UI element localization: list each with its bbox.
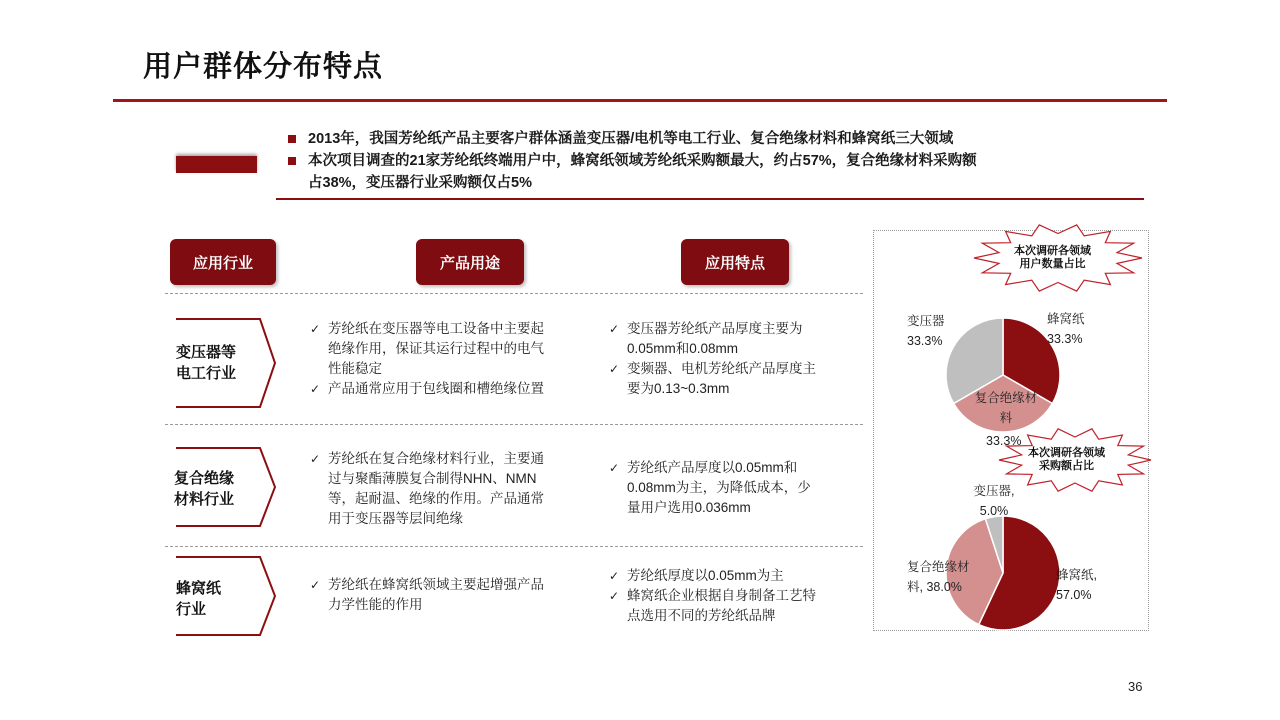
summary-text: 占38%，变压器行业采购额仅占5% xyxy=(308,175,532,191)
item-line: 变频器、电机芳纶纸产品厚度主 xyxy=(627,361,816,376)
page-number: 36 xyxy=(1128,679,1143,694)
header-industry: 应用行业 xyxy=(170,239,276,285)
item-line: 蜂窝纸企业根据自身制备工艺特 xyxy=(627,588,816,603)
label-line: 料, 38.0% xyxy=(907,580,962,594)
check-icon: ✓ xyxy=(310,382,321,396)
item-line: 芳纶纸在蜂窝纸领域主要起增强产品 xyxy=(328,577,544,592)
item-line: 量用户选用0.036mm xyxy=(627,500,751,515)
label-line: 复合绝缘材 xyxy=(907,560,970,574)
label-line: 复合绝缘材 xyxy=(974,391,1038,405)
label-line: 33.3% xyxy=(907,334,943,348)
item-line: 芳纶纸在复合绝缘材料行业，主要通 xyxy=(328,451,544,466)
summary-text: 2013年，我国芳纶纸产品主要客户群体涵盖变压器/电机等电工行业、复合绝缘材料和蜂窝纸三大领域 xyxy=(308,131,954,147)
label-line: 蜂窝纸, xyxy=(1056,568,1097,582)
industry-line: 行业 xyxy=(176,601,207,618)
data-label-honeycomb xyxy=(1056,565,1097,605)
item-line: 产品通常应用于包线圈和槽绝缘位置 xyxy=(328,381,544,396)
summary-text: 本次项目调查的21家芳纶纸终端用户中，蜂窝纸领域芳纶纸采购额最大，约占57%，复合绝缘材料采购额 xyxy=(308,153,977,169)
item-line: 0.05mm和0.08mm xyxy=(627,341,739,356)
item-line: 力学性能的作用 xyxy=(328,597,423,612)
item-line: 芳纶纸厚度以0.05mm为主 xyxy=(627,568,784,583)
label-line: 变压器, xyxy=(973,484,1015,498)
check-icon: ✓ xyxy=(310,452,321,466)
item-line: 芳纶纸产品厚度以0.05mm和 xyxy=(627,460,798,475)
check-icon: ✓ xyxy=(609,362,620,376)
check-icon: ✓ xyxy=(609,461,620,475)
item-line: 芳纶纸在变压器等电工设备中主要起 xyxy=(328,321,544,336)
item-line: 0.08mm为主，为降低成本，少 xyxy=(627,480,811,495)
item-line: 要为0.13~0.3mm xyxy=(627,381,730,396)
label-line: 57.0% xyxy=(1056,588,1092,602)
chart-title-line: 本次调研各领域 xyxy=(1014,245,1091,257)
item-line: 过与聚酯薄膜复合制得NHN、NMN xyxy=(328,471,537,486)
item-line: 等，起耐温、绝缘的作用。产品通常 xyxy=(328,491,544,506)
chart-title xyxy=(1014,245,1091,271)
label-line: 5.0% xyxy=(979,504,1009,518)
check-icon: ✓ xyxy=(609,569,620,583)
label-line: 33.3% xyxy=(1047,332,1083,346)
item-line: 变压器芳纶纸产品厚度主要为 xyxy=(627,321,803,336)
data-label-composite-pct: 33.3% xyxy=(986,434,1022,448)
item-line: 性能稳定 xyxy=(328,361,382,376)
chart-title-line: 采购额占比 xyxy=(1039,460,1094,472)
data-label-composite xyxy=(968,388,1044,428)
label-line: 变压器 xyxy=(907,314,945,328)
data-label-composite xyxy=(907,557,970,597)
header-usage: 产品用途 xyxy=(416,239,524,285)
industry-line: 材料行业 xyxy=(174,491,235,508)
industry-line: 蜂窝纸 xyxy=(176,580,222,597)
page-title: 用户群体分布特点 xyxy=(143,51,384,83)
industry-line: 复合绝缘 xyxy=(174,470,235,487)
item-line: 绝缘作用，保证其运行过程中的电气 xyxy=(328,341,544,356)
data-label-honeycomb xyxy=(1047,309,1085,349)
chart-title xyxy=(1028,447,1105,473)
item-line: 点选用不同的芳纶纸品牌 xyxy=(627,608,776,623)
chart-title-line: 本次调研各领域 xyxy=(1028,447,1105,459)
label-line: 蜂窝纸 xyxy=(1047,312,1085,326)
chart-title-line: 用户数量占比 xyxy=(1019,258,1086,270)
industry-line: 变压器等 xyxy=(176,344,237,361)
check-icon: ✓ xyxy=(609,589,620,603)
data-label-transformer xyxy=(969,481,1019,521)
header-features: 应用特点 xyxy=(681,239,789,285)
industry-line: 电工行业 xyxy=(176,365,237,382)
label-line: 料 xyxy=(999,411,1013,425)
check-icon: ✓ xyxy=(310,322,321,336)
data-label-transformer xyxy=(907,311,945,351)
check-icon: ✓ xyxy=(310,578,321,592)
item-line: 用于变压器等层间绝缘 xyxy=(328,511,463,526)
check-icon: ✓ xyxy=(609,322,620,336)
